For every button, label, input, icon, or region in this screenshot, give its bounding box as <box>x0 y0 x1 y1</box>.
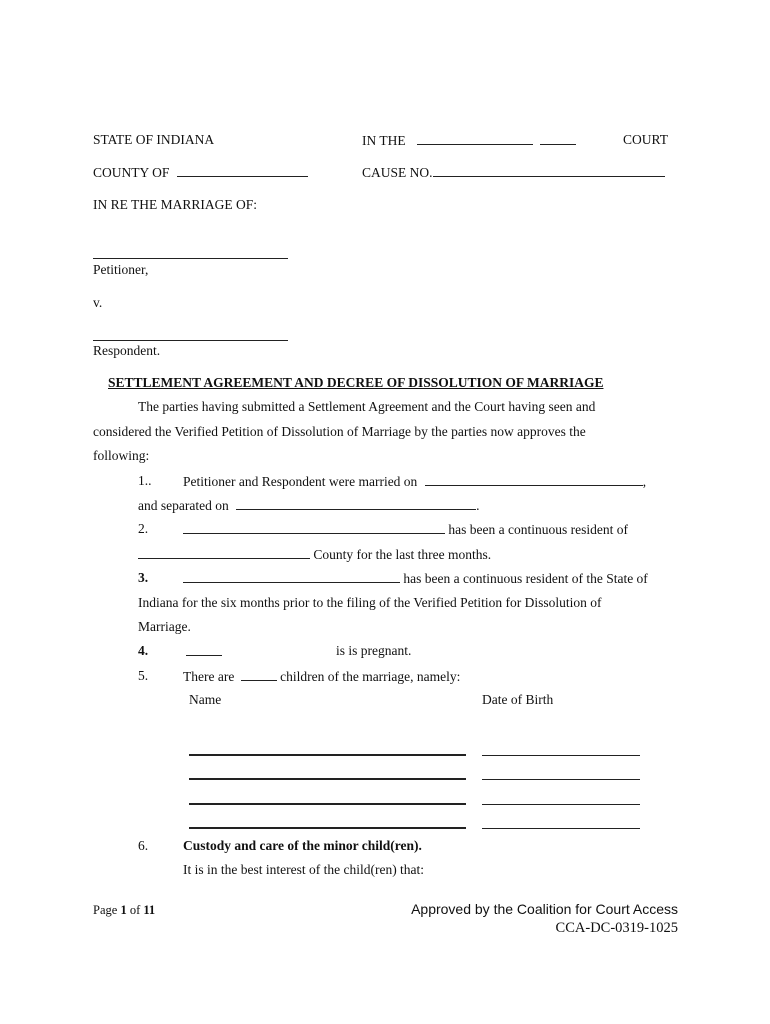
item-5-text <box>183 669 460 684</box>
item-5-label-a: There are <box>183 669 235 684</box>
page-of: of <box>129 903 141 917</box>
child-4-dob-field[interactable] <box>482 828 640 829</box>
item-6-number: 6. <box>138 838 149 853</box>
column-dob-header: Date of Birth <box>482 692 554 707</box>
children-count-field[interactable] <box>241 669 277 681</box>
resident-county-field[interactable] <box>138 547 310 559</box>
item-4-number: 4. <box>138 643 149 658</box>
intro-line-3: following: <box>93 448 150 463</box>
item-1-line-2 <box>138 498 479 513</box>
item-5-label-b: children of the marriage, namely: <box>280 669 461 684</box>
child-2-dob-field[interactable] <box>482 779 640 780</box>
child-4-name-field[interactable] <box>189 827 466 829</box>
county-field[interactable] <box>177 165 308 177</box>
form-id: CCA-DC-0319-1025 <box>555 920 678 936</box>
approval-text: Approved by the Coalition for Court Access <box>411 901 678 917</box>
item-2-county-text: County for the last three months. <box>313 547 492 562</box>
item-2-text <box>183 522 628 537</box>
in-the-label: IN THE <box>362 133 406 148</box>
child-1-dob-field[interactable] <box>482 755 640 756</box>
petitioner-label: Petitioner, <box>93 262 149 277</box>
separated-label: and separated on <box>138 498 229 513</box>
child-3-dob-field[interactable] <box>482 804 640 805</box>
page-label: Page <box>93 903 118 917</box>
item-6-text: It is in the best interest of the child(ren) that: <box>183 862 425 877</box>
item-2-number: 2. <box>138 521 149 536</box>
court-word: COURT <box>623 132 668 147</box>
resident-county-party-field[interactable] <box>183 522 445 534</box>
respondent-field[interactable] <box>93 340 288 341</box>
page-indicator <box>93 904 155 917</box>
court-name-field[interactable] <box>417 133 533 145</box>
document-title: SETTLEMENT AGREEMENT AND DECREE OF DISSOLUTION OF MARRIAGE <box>108 375 604 390</box>
item-4-text: is is pregnant. <box>336 643 412 658</box>
petitioner-field[interactable] <box>93 258 288 259</box>
respondent-label: Respondent. <box>93 343 161 358</box>
court-number-field[interactable] <box>540 133 576 145</box>
item-1-period: . <box>476 498 480 513</box>
item-3-line-2: Indiana for the six months prior to the filing of the Verified Petition for Dissolution of <box>138 595 602 610</box>
county-label <box>93 165 308 180</box>
item-3-line-3: Marriage. <box>138 619 191 634</box>
item-1-label: Petitioner and Respondent were married on <box>183 474 418 489</box>
item-2-line-2 <box>138 547 491 562</box>
item-3-text <box>183 571 648 586</box>
item-1-text <box>183 474 646 489</box>
cause-no-field[interactable] <box>433 165 665 177</box>
pregnant-party-line[interactable] <box>186 644 222 656</box>
intro-line-2: considered the Verified Petition of Dissolution of Marriage by the parties now approves the <box>93 424 586 439</box>
column-name-header: Name <box>189 692 222 707</box>
item-3-label: has been a continuous resident of the State of <box>403 571 648 586</box>
cause-no-label <box>362 165 665 180</box>
child-1-name-field[interactable] <box>189 754 466 756</box>
cause-no-text: CAUSE NO. <box>362 165 433 180</box>
item-2-label: has been a continuous resident of <box>448 522 628 537</box>
versus-label: v. <box>93 295 103 310</box>
item-3-number: 3. <box>138 570 149 585</box>
state-label: STATE OF INDIANA <box>93 132 215 147</box>
county-of-text: COUNTY OF <box>93 165 170 180</box>
separation-date-field[interactable] <box>236 498 476 510</box>
intro-line-1: The parties having submitted a Settlement Agreement and the Court having seen and <box>138 399 596 414</box>
court-label <box>362 133 576 148</box>
resident-state-party-field[interactable] <box>183 571 400 583</box>
pregnant-party-field[interactable] <box>186 644 222 659</box>
marriage-date-field[interactable] <box>425 474 643 486</box>
item-1-comma: , <box>642 474 647 489</box>
child-3-name-field[interactable] <box>189 803 466 805</box>
item-6-title: Custody and care of the minor child(ren). <box>183 838 422 853</box>
item-5-number: 5. <box>138 668 149 683</box>
page-total: 11 <box>143 903 156 917</box>
in-re-label: IN RE THE MARRIAGE OF: <box>93 197 258 212</box>
child-2-name-field[interactable] <box>189 778 466 780</box>
item-1-number: 1.. <box>138 473 152 488</box>
page-number: 1 <box>120 903 127 917</box>
